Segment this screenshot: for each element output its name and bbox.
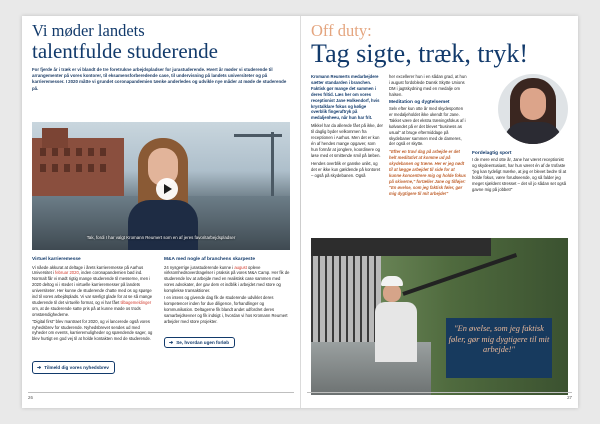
section-heading: M&A med nogle af branchens skarpeste: [164, 257, 255, 262]
footer-rule: [28, 392, 294, 393]
paragraph: Vi nåede akkurat at deltage i årets karrieremesse på Aarhus Universitet i februar 2020, inden coronapandemien bød ind. Normalt får vi mødt rigtig mange studerende til messerne, men i 2020 deltog vi i stedet i virtuelle karrieremesser på landets universiteter. Her kunne de studerende chatte med os og spørge ind til vores arbejdsplads. Vi var særligt glade for at se så mange studerende til det virtuelle format, og vi har fået tilbagemeldinger om, at de studerende satte pris på at kunne møde os trods omstændighederne.: [32, 264, 153, 317]
page-number: 27: [567, 395, 572, 400]
paragraph: Mikkel har da allerede fået på ikke, der til daglig byder velkommen fra receptionen i Aarhus. Men det er kun én af hendes mange opgaver, som hun formår at jonglere, koordinere og løse med et smittende smil på læben.: [311, 123, 383, 158]
article-column-meditation: [389, 74, 467, 197]
video-caption: Tak, fordi I har valgt Kromann Reumert som en af jeres favoritarbejdspladser: [86, 235, 236, 240]
page-number: 26: [28, 395, 33, 400]
article-column-ma: [164, 257, 290, 325]
right-page: [301, 16, 578, 408]
footer-rule: [307, 392, 572, 393]
article-column-virtual-fair: [32, 257, 156, 342]
paragraph: her excellerer hun i en sådan grad, at hun i august fordoblede Dansk Skytte Unions DM i jagtskydning med en medalje om halsen.: [389, 74, 467, 97]
portrait-photo: [498, 74, 568, 144]
article-column-intro: [311, 74, 383, 178]
pull-quote: "En øvelse, som jeg faktisk føler, gør mig dygtigere til mit arbejde!": [446, 318, 552, 378]
video-bg-crane: [271, 132, 274, 202]
section-heading: Fordelagtig sport: [472, 151, 512, 156]
left-page: [22, 16, 300, 408]
left-intro: For fjerde år i træk er vi blandt de tre foretrukne arbejdspladser for jurastuderende. Hvert år møder vi studerende til arrangementer på vores kontorer, til eksamensforberedende case, til undervisning på landets universiteter og på karrieremesser. I 2020 måtte vi grundet coronapandemien tænke anderledes og udvikle nye måder at møde de studerende på.: [32, 67, 287, 91]
right-kicker: Off duty:: [311, 21, 372, 40]
left-title: talentfulde studerende: [32, 39, 219, 63]
paragraph: 24 nysgerrige jurastuderende kunne i august opleve virksomhedsoverdragelser i praksis på vores M&A Camp. Her fik de studerende lov at arbejde med en realistisk case sammen med vores advokater, der gav dem et indblik i arbejdet med store og komplekse transaktioner.: [164, 264, 290, 294]
newsletter-button[interactable]: ➔ Tilmeld dig vores nyhedsbrev: [32, 361, 115, 374]
inline-link[interactable]: februar 2020: [55, 270, 79, 276]
ma-camp-button[interactable]: ➔ Se, hvordan ugen forløb: [164, 337, 235, 348]
paragraph: Selv efter kun otte år med skydesporten er medaljeholdet ikke ukendt for Jane. Takket være det ekstra træningsfokus af i kølvandet på er det blevet "business as usual" at bruge eftermiddage på skydebaner sammen med de dameres, der også er skytte.: [389, 106, 466, 147]
magazine-spread: [22, 16, 578, 408]
section-heading: Meditation og dygtelsemet: [389, 99, 450, 105]
paragraph: I en intens og givende dag fik de studerende udviklet deres kompetencer inden for due diligence, forhandlinger og kommunikation. Deltagerne fik blandt andet udfordret deres samarbejdsevner og fik indsigt i, hvordan vi hos Kromann Reumert arbejder med store projekter.: [164, 295, 288, 324]
left-kicker: Vi møder landets: [32, 21, 145, 40]
inline-link[interactable]: august: [234, 264, 247, 270]
article-column-sport: [472, 149, 568, 193]
play-icon[interactable]: [156, 178, 178, 200]
arrow-right-icon: ➔: [37, 364, 42, 371]
lead-paragraph: Kromann Reumerts medarbejdere sætter standarden i branchen. Faktisk gør mange det sammen i deres fritid. Læs her om vores receptionist Jane Holkendorf, hvis krystalklare fokus og kølige overblik fingeraftryk på medaljenheeu, når hun har frit.: [311, 74, 380, 121]
section-heading: Virtuel karrieremesse: [32, 257, 81, 262]
arrow-right-icon: ➔: [169, 339, 174, 346]
paragraph: I de mere end otte år, Jane har været receptionist og skydeentusiast, har hun været én af de trofaste "jeg kan tydeligt mærke, at jeg er blevet bedre til at holde fokus, være forudseende, og så falder jeg meget sjældent stresset – det vil jo sådan set også gavne mig på jobbet!": [472, 157, 567, 192]
right-title: Tag sigte, træk, tryk!: [311, 39, 528, 68]
inline-link[interactable]: tilbagemeldinger: [120, 299, 152, 305]
video-player[interactable]: [32, 122, 290, 250]
paragraph: Hendes overblik er ganske unikt, og det er ikke kun gældende på kontoret – også på skydebanen. Også: [311, 160, 381, 178]
paragraph: "Digital first" blev mantraet for 2020, og vi lancerede også vores nyhedsbrev for studerende. Nyhedsbrevet sendes ud med nyheder om events, karrieremuligheder og spændende sager, og blev hurtigt en god vej til at holde kontakten med de studerende.: [32, 318, 153, 342]
shotgun: [402, 253, 517, 296]
quote-paragraph: "Efter en travl dag på arbejde er det helt meditativt at komme ud på skydebanen og træne. Her er jeg nødt til at lægge arbejdet til side for at kunne koncentrere mig og holde fokus på skiverne," fortæller Jane og tilføjer: "En øvelse, som jeg faktisk føler, gør mig dygtigere til mit arbejde!": [389, 149, 467, 196]
